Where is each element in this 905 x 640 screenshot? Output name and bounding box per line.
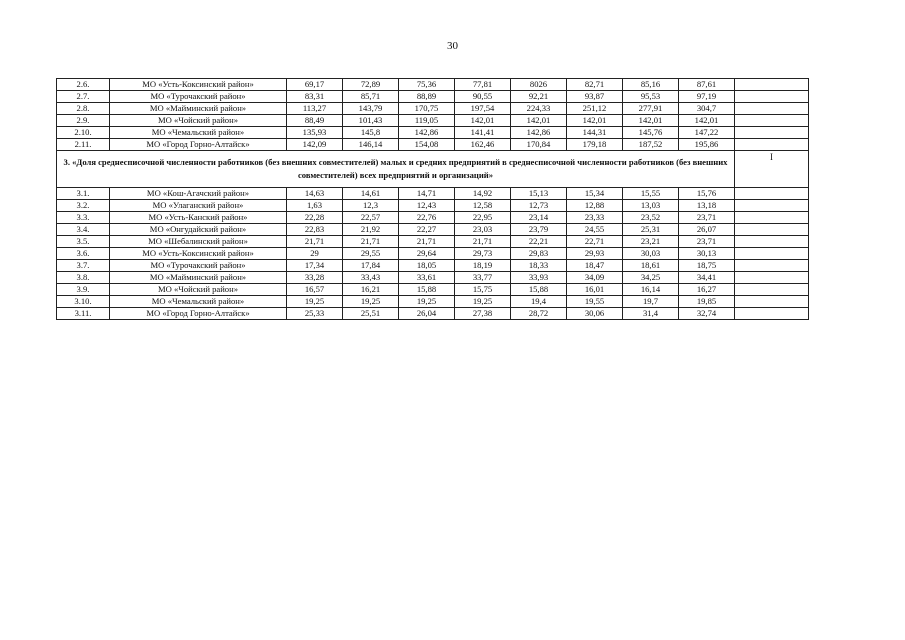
row-value-cell: 90,55 <box>455 91 511 103</box>
row-value-cell: 25,33 <box>287 308 343 320</box>
row-number: 2.11. <box>57 139 110 151</box>
table-row <box>57 127 809 139</box>
row-extra-cell <box>735 272 809 284</box>
row-value-cell: 22,57 <box>343 212 399 224</box>
row-extra-cell <box>735 224 809 236</box>
row-number: 3.11. <box>57 308 110 320</box>
row-value-cell: 16,27 <box>679 284 735 296</box>
row-number: 3.8. <box>57 272 110 284</box>
row-value-cell: 92,21 <box>511 91 567 103</box>
row-value-cell: 34,09 <box>567 272 623 284</box>
row-value-cell: 18,47 <box>567 260 623 272</box>
row-value-cell: 15,13 <box>511 188 567 200</box>
row-district-name: МО «Чойский район» <box>110 284 287 296</box>
row-value-cell: 18,05 <box>399 260 455 272</box>
row-district-name: МО «Усть-Коксинский район» <box>110 79 287 91</box>
row-number: 3.4. <box>57 224 110 236</box>
row-number: 3.1. <box>57 188 110 200</box>
table-row <box>57 188 809 200</box>
row-value-cell: 15,34 <box>567 188 623 200</box>
row-value-cell: 75,36 <box>399 79 455 91</box>
row-value-cell: 14,92 <box>455 188 511 200</box>
row-value-cell: 22,76 <box>399 212 455 224</box>
row-value-cell: 32,74 <box>679 308 735 320</box>
row-value-cell: 77,81 <box>455 79 511 91</box>
data-table <box>56 78 809 320</box>
row-value-cell: 30,13 <box>679 248 735 260</box>
row-extra-cell <box>735 79 809 91</box>
row-value-cell: 31,4 <box>623 308 679 320</box>
row-value-cell: 21,92 <box>343 224 399 236</box>
row-number: 2.10. <box>57 127 110 139</box>
row-value-cell: 95,53 <box>623 91 679 103</box>
row-value-cell: 8026 <box>511 79 567 91</box>
row-number: 3.6. <box>57 248 110 260</box>
row-value-cell: 170,75 <box>399 103 455 115</box>
table-row <box>57 91 809 103</box>
row-value-cell: 143,79 <box>343 103 399 115</box>
row-extra-cell <box>735 308 809 320</box>
page-number: 30 <box>447 40 458 52</box>
table-row <box>57 115 809 127</box>
table-row <box>57 236 809 248</box>
row-value-cell: 19,25 <box>399 296 455 308</box>
row-number: 2.8. <box>57 103 110 115</box>
row-value-cell: 29 <box>287 248 343 260</box>
row-value-cell: 25,31 <box>623 224 679 236</box>
row-value-cell: 251,12 <box>567 103 623 115</box>
row-value-cell: 17,84 <box>343 260 399 272</box>
row-value-cell: 22,95 <box>455 212 511 224</box>
row-value-cell: 22,21 <box>511 236 567 248</box>
row-district-name: МО «Чойский район» <box>110 115 287 127</box>
row-value-cell: 22,71 <box>567 236 623 248</box>
row-value-cell: 142,86 <box>399 127 455 139</box>
row-value-cell: 33,43 <box>343 272 399 284</box>
table-body-section-3 <box>57 188 809 320</box>
row-district-name: МО «Чемальский район» <box>110 296 287 308</box>
row-value-cell: 15,76 <box>679 188 735 200</box>
row-value-cell: 26,04 <box>399 308 455 320</box>
table-row <box>57 224 809 236</box>
row-value-cell: 26,07 <box>679 224 735 236</box>
table-row <box>57 200 809 212</box>
row-value-cell: 23,03 <box>455 224 511 236</box>
row-value-cell: 21,71 <box>455 236 511 248</box>
row-number: 3.5. <box>57 236 110 248</box>
row-value-cell: 69,17 <box>287 79 343 91</box>
table-row <box>57 272 809 284</box>
row-value-cell: 33,61 <box>399 272 455 284</box>
row-district-name: МО «Усть-Коксинский район» <box>110 248 287 260</box>
row-value-cell: 88,89 <box>399 91 455 103</box>
row-district-name: МО «Чемальский район» <box>110 127 287 139</box>
row-extra-cell <box>735 260 809 272</box>
row-number: 2.7. <box>57 91 110 103</box>
row-district-name: МО «Усть-Канский район» <box>110 212 287 224</box>
section-mark: I <box>770 152 773 162</box>
row-number: 2.6. <box>57 79 110 91</box>
row-value-cell: 85,71 <box>343 91 399 103</box>
row-value-cell: 145,8 <box>343 127 399 139</box>
row-value-cell: 14,71 <box>399 188 455 200</box>
row-district-name: МО «Город Горно-Алтайск» <box>110 308 287 320</box>
table-row <box>57 260 809 272</box>
row-value-cell: 197,54 <box>455 103 511 115</box>
row-value-cell: 154,08 <box>399 139 455 151</box>
row-value-cell: 19,7 <box>623 296 679 308</box>
row-value-cell: 147,22 <box>679 127 735 139</box>
row-value-cell: 1,63 <box>287 200 343 212</box>
row-value-cell: 142,86 <box>511 127 567 139</box>
row-value-cell: 23,71 <box>679 236 735 248</box>
row-value-cell: 27,38 <box>455 308 511 320</box>
table-row <box>57 284 809 296</box>
row-value-cell: 277,91 <box>623 103 679 115</box>
row-value-cell: 85,16 <box>623 79 679 91</box>
row-value-cell: 162,46 <box>455 139 511 151</box>
row-value-cell: 15,75 <box>455 284 511 296</box>
row-value-cell: 83,31 <box>287 91 343 103</box>
row-value-cell: 13,03 <box>623 200 679 212</box>
row-value-cell: 72,89 <box>343 79 399 91</box>
row-value-cell: 18,33 <box>511 260 567 272</box>
row-value-cell: 17,34 <box>287 260 343 272</box>
row-value-cell: 142,09 <box>287 139 343 151</box>
row-value-cell: 179,18 <box>567 139 623 151</box>
row-district-name: МО «Турочакский район» <box>110 260 287 272</box>
row-value-cell: 23,79 <box>511 224 567 236</box>
row-value-cell: 18,19 <box>455 260 511 272</box>
row-value-cell: 22,27 <box>399 224 455 236</box>
row-value-cell: 12,43 <box>399 200 455 212</box>
row-value-cell: 33,28 <box>287 272 343 284</box>
row-value-cell: 23,71 <box>679 212 735 224</box>
row-value-cell: 304,7 <box>679 103 735 115</box>
row-value-cell: 23,52 <box>623 212 679 224</box>
row-value-cell: 113,27 <box>287 103 343 115</box>
row-number: 3.10. <box>57 296 110 308</box>
row-value-cell: 142,01 <box>455 115 511 127</box>
row-value-cell: 19,25 <box>287 296 343 308</box>
row-value-cell: 21,71 <box>343 236 399 248</box>
row-district-name: МО «Улаганский район» <box>110 200 287 212</box>
row-value-cell: 29,64 <box>399 248 455 260</box>
row-value-cell: 19,55 <box>567 296 623 308</box>
table-row <box>57 296 809 308</box>
section-header-row <box>57 151 809 188</box>
row-value-cell: 30,06 <box>567 308 623 320</box>
table-row <box>57 248 809 260</box>
row-value-cell: 142,01 <box>567 115 623 127</box>
row-extra-cell <box>735 200 809 212</box>
row-district-name: МО «Кош-Агачский район» <box>110 188 287 200</box>
table-row <box>57 79 809 91</box>
row-value-cell: 14,63 <box>287 188 343 200</box>
row-value-cell: 93,87 <box>567 91 623 103</box>
row-district-name: МО «Онгудайский район» <box>110 224 287 236</box>
table-row <box>57 212 809 224</box>
row-number: 3.7. <box>57 260 110 272</box>
row-value-cell: 25,51 <box>343 308 399 320</box>
row-value-cell: 12,3 <box>343 200 399 212</box>
row-extra-cell <box>735 284 809 296</box>
row-value-cell: 33,93 <box>511 272 567 284</box>
row-value-cell: 142,01 <box>679 115 735 127</box>
row-value-cell: 23,21 <box>623 236 679 248</box>
row-value-cell: 144,31 <box>567 127 623 139</box>
row-value-cell: 19,25 <box>343 296 399 308</box>
row-value-cell: 195,86 <box>679 139 735 151</box>
row-value-cell: 16,01 <box>567 284 623 296</box>
row-value-cell: 142,01 <box>623 115 679 127</box>
row-value-cell: 19,4 <box>511 296 567 308</box>
row-value-cell: 18,75 <box>679 260 735 272</box>
row-extra-cell <box>735 115 809 127</box>
row-value-cell: 21,71 <box>399 236 455 248</box>
row-district-name: МО «Майминский район» <box>110 103 287 115</box>
row-value-cell: 101,43 <box>343 115 399 127</box>
row-value-cell: 142,01 <box>511 115 567 127</box>
row-extra-cell <box>735 188 809 200</box>
row-value-cell: 30,03 <box>623 248 679 260</box>
row-value-cell: 29,73 <box>455 248 511 260</box>
row-extra-cell <box>735 236 809 248</box>
row-district-name: МО «Шебалинский район» <box>110 236 287 248</box>
row-district-name: МО «Майминский район» <box>110 272 287 284</box>
table-row <box>57 103 809 115</box>
row-value-cell: 141,41 <box>455 127 511 139</box>
row-value-cell: 19,85 <box>679 296 735 308</box>
row-value-cell: 28,72 <box>511 308 567 320</box>
table-row <box>57 308 809 320</box>
row-extra-cell <box>735 296 809 308</box>
row-value-cell: 82,71 <box>567 79 623 91</box>
row-value-cell: 23,33 <box>567 212 623 224</box>
row-value-cell: 18,61 <box>623 260 679 272</box>
row-value-cell: 224,33 <box>511 103 567 115</box>
row-number: 3.3. <box>57 212 110 224</box>
row-extra-cell <box>735 103 809 115</box>
row-value-cell: 16,14 <box>623 284 679 296</box>
row-value-cell: 187,52 <box>623 139 679 151</box>
row-value-cell: 29,83 <box>511 248 567 260</box>
row-value-cell: 14,61 <box>343 188 399 200</box>
table-body-section-2 <box>57 79 809 151</box>
row-value-cell: 29,55 <box>343 248 399 260</box>
row-value-cell: 145,76 <box>623 127 679 139</box>
row-value-cell: 34,25 <box>623 272 679 284</box>
row-district-name: МО «Турочакский район» <box>110 91 287 103</box>
row-value-cell: 33,77 <box>455 272 511 284</box>
row-value-cell: 135,93 <box>287 127 343 139</box>
row-value-cell: 23,14 <box>511 212 567 224</box>
row-value-cell: 22,83 <box>287 224 343 236</box>
row-district-name: МО «Город Горно-Алтайск» <box>110 139 287 151</box>
row-extra-cell <box>735 127 809 139</box>
row-number: 2.9. <box>57 115 110 127</box>
row-value-cell: 12,58 <box>455 200 511 212</box>
row-number: 3.9. <box>57 284 110 296</box>
table-section-header <box>57 151 809 188</box>
row-value-cell: 170,84 <box>511 139 567 151</box>
row-number: 3.2. <box>57 200 110 212</box>
row-value-cell: 15,88 <box>399 284 455 296</box>
section-title: 3. «Доля среднесписочной численности работников (без внешних совместителей) малых и средних предприятий в среднесписочной численности работников (без внешних совместителей) всех предприятий и организаций» <box>57 151 735 188</box>
row-value-cell: 24,55 <box>567 224 623 236</box>
row-extra-cell <box>735 139 809 151</box>
table-row <box>57 139 809 151</box>
row-value-cell: 19,25 <box>455 296 511 308</box>
row-value-cell: 34,41 <box>679 272 735 284</box>
row-value-cell: 29,93 <box>567 248 623 260</box>
row-value-cell: 88,49 <box>287 115 343 127</box>
section-mark-cell <box>735 151 809 188</box>
row-value-cell: 119,05 <box>399 115 455 127</box>
row-value-cell: 16,57 <box>287 284 343 296</box>
row-value-cell: 12,73 <box>511 200 567 212</box>
row-extra-cell <box>735 248 809 260</box>
row-extra-cell <box>735 212 809 224</box>
row-value-cell: 87,61 <box>679 79 735 91</box>
row-value-cell: 97,19 <box>679 91 735 103</box>
row-value-cell: 22,28 <box>287 212 343 224</box>
row-value-cell: 146,14 <box>343 139 399 151</box>
row-value-cell: 13,18 <box>679 200 735 212</box>
row-value-cell: 12,88 <box>567 200 623 212</box>
row-value-cell: 15,55 <box>623 188 679 200</box>
row-value-cell: 21,71 <box>287 236 343 248</box>
row-value-cell: 16,21 <box>343 284 399 296</box>
row-value-cell: 15,88 <box>511 284 567 296</box>
row-extra-cell <box>735 91 809 103</box>
